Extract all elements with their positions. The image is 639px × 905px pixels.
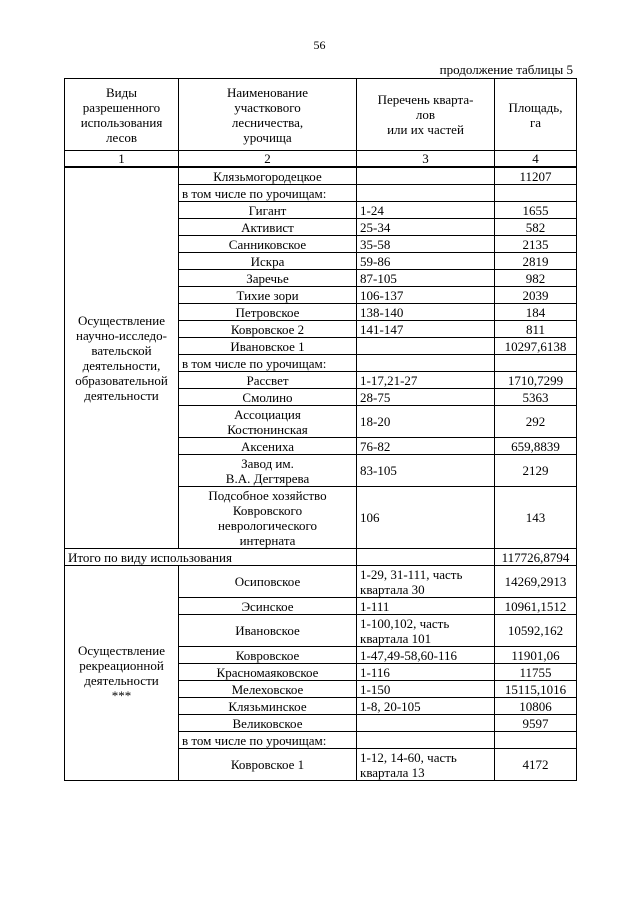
quarters-cell: 141-147 [357,321,495,338]
area-cell: 11755 [495,664,577,681]
quarters-cell [357,732,495,749]
forestry-name-cell: Заречье [179,270,357,287]
quarters-cell: 1-47,49-58,60-116 [357,647,495,664]
forestry-name-cell: Клязьминское [179,698,357,715]
quarters-cell [357,715,495,732]
quarters-cell: 1-116 [357,664,495,681]
quarters-cell: 25-34 [357,219,495,236]
area-cell: 14269,2913 [495,566,577,598]
area-cell: 982 [495,270,577,287]
forestry-name-cell: Подсобное хозяйство Ковровского неврологического интерната [179,487,357,549]
forestry-name-cell: в том числе по урочищам: [179,732,357,749]
forestry-name-cell: Осиповское [179,566,357,598]
quarters-cell: 1-29, 31-111, часть квартала 30 [357,566,495,598]
header-use-type: Виды разрешенного использования лесов [65,79,179,151]
forestry-name-cell: Ивановское [179,615,357,647]
area-cell: 2135 [495,236,577,253]
forestry-name-cell: в том числе по урочищам: [179,355,357,372]
area-cell: 9597 [495,715,577,732]
area-cell: 2129 [495,455,577,487]
quarters-cell: 28-75 [357,389,495,406]
table-row [65,167,577,185]
total-row [65,549,577,566]
forestry-name-cell: Смолино [179,389,357,406]
header-area: Площадь, га [495,79,577,151]
forestry-name-cell: Ковровское 2 [179,321,357,338]
quarters-cell: 83-105 [357,455,495,487]
forestry-name-cell: Красномаяковское [179,664,357,681]
quarters-cell: 106-137 [357,287,495,304]
quarters-cell: 18-20 [357,406,495,438]
forestry-name-cell: Аксениха [179,438,357,455]
forestry-name-cell: Великовское [179,715,357,732]
area-cell: 292 [495,406,577,438]
forest-use-table [64,78,577,781]
column-number: 3 [357,151,495,168]
quarters-cell: 1-12, 14-60, часть квартала 13 [357,749,495,781]
page-number: 56 [313,38,326,52]
forestry-name-cell: Клязьмогородецкое [179,167,357,185]
forestry-name-cell: Рассвет [179,372,357,389]
quarters-cell: 1-100,102, часть квартала 101 [357,615,495,647]
area-cell: 10961,1512 [495,598,577,615]
quarters-cell [357,355,495,372]
forestry-name-cell: в том числе по урочищам: [179,185,357,202]
area-cell: 659,8839 [495,438,577,455]
area-cell [495,355,577,372]
column-number: 2 [179,151,357,168]
total-label: Итого по виду использования [65,549,357,566]
quarters-cell: 35-58 [357,236,495,253]
quarters-cell [357,338,495,355]
area-cell: 143 [495,487,577,549]
area-cell [495,732,577,749]
quarters-cell: 1-150 [357,681,495,698]
forestry-name-cell: Гигант [179,202,357,219]
quarters-cell [357,167,495,185]
column-number: 4 [495,151,577,168]
area-cell: 10806 [495,698,577,715]
quarters-cell: 106 [357,487,495,549]
area-cell: 11207 [495,167,577,185]
quarters-cell: 1-24 [357,202,495,219]
area-cell: 184 [495,304,577,321]
forestry-name-cell: Ивановское 1 [179,338,357,355]
area-cell [495,185,577,202]
total-area: 117726,8794 [495,549,577,566]
area-cell: 11901,06 [495,647,577,664]
header-quarters: Перечень кварта- лов или их частей [357,79,495,151]
table-row [65,566,577,598]
column-number-row [65,151,577,168]
area-cell: 4172 [495,749,577,781]
column-number: 1 [65,151,179,168]
table-header-row [65,79,577,151]
quarters-cell: 1-8, 20-105 [357,698,495,715]
area-cell: 15115,1016 [495,681,577,698]
forestry-name-cell: Завод им. В.А. Дегтярева [179,455,357,487]
use-type-cell: Осуществление рекреационной деятельности *** [65,566,179,781]
forestry-name-cell: Тихие зори [179,287,357,304]
quarters-cell: 59-86 [357,253,495,270]
area-cell: 10297,6138 [495,338,577,355]
quarters-cell: 1-111 [357,598,495,615]
area-cell: 811 [495,321,577,338]
forestry-name-cell: Петровское [179,304,357,321]
quarters-cell: 76-82 [357,438,495,455]
quarters-cell [357,185,495,202]
header-forestry-name: Наименование участкового лесничества, урочища [179,79,357,151]
forestry-name-cell: Искра [179,253,357,270]
quarters-cell: 138-140 [357,304,495,321]
forestry-name-cell: Санниковское [179,236,357,253]
forestry-name-cell: Мелеховское [179,681,357,698]
area-cell: 2819 [495,253,577,270]
forestry-name-cell: Ковровское [179,647,357,664]
area-cell: 5363 [495,389,577,406]
area-cell: 582 [495,219,577,236]
area-cell: 1655 [495,202,577,219]
quarters-cell: 87-105 [357,270,495,287]
total-quarters-cell [357,549,495,566]
forestry-name-cell: Активист [179,219,357,236]
forestry-name-cell: Ассоциация Костюнинская [179,406,357,438]
use-type-cell: Осуществление научно-исследо- вательской деятельности, образовательной деятельности [65,167,179,549]
quarters-cell: 1-17,21-27 [357,372,495,389]
forestry-name-cell: Эсинское [179,598,357,615]
area-cell: 10592,162 [495,615,577,647]
area-cell: 1710,7299 [495,372,577,389]
area-cell: 2039 [495,287,577,304]
forestry-name-cell: Ковровское 1 [179,749,357,781]
table-continuation-label: продолжение таблицы 5 [439,62,573,77]
